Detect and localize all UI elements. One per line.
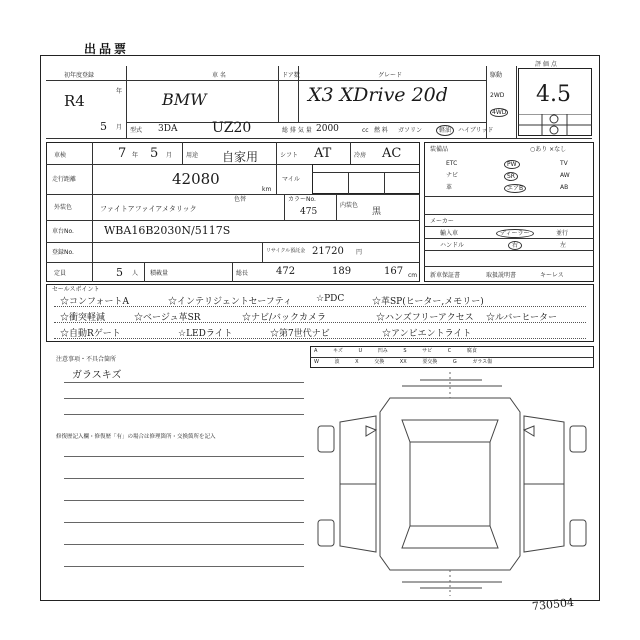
drive-2wd: 2WD	[490, 92, 505, 99]
sales-point: ☆自動Rゲート	[60, 329, 121, 339]
recycle-unit: 円	[356, 249, 363, 256]
color-no-label: カラーNo.	[288, 196, 316, 203]
handle-left: 左	[560, 242, 567, 249]
legend-desc: 腐食	[466, 348, 477, 354]
legend-desc: ガラス傷	[472, 359, 493, 365]
rule	[424, 238, 594, 239]
month-unit: 月	[116, 124, 123, 131]
legend-desc: 凹み	[377, 348, 388, 354]
rating-subgrid	[518, 114, 592, 136]
equipment-tv: TV	[560, 160, 568, 167]
legend-code: X	[355, 359, 359, 365]
sales-point: ☆ベージュ革SR	[134, 313, 201, 323]
rule	[64, 456, 304, 457]
size-label: 総長	[236, 270, 249, 277]
displacement-value: 2000	[316, 124, 339, 134]
legend-code: U	[358, 348, 363, 354]
interior-label: 内装色	[340, 202, 359, 209]
fuel-diesel: 軽油	[436, 125, 454, 136]
car-name-label: 車 名	[212, 72, 226, 79]
legend-code: W	[314, 359, 319, 365]
rule	[64, 522, 304, 523]
color-no-value: 475	[300, 207, 318, 217]
fuel-label: 燃 料	[374, 127, 388, 134]
rule	[424, 226, 594, 227]
inspection-year-unit: 年	[132, 152, 139, 159]
rule	[350, 142, 351, 164]
chassis-label: 車台No.	[52, 228, 74, 235]
rule	[284, 194, 285, 220]
rule	[348, 172, 349, 194]
load-label: 積載量	[150, 270, 169, 277]
sales-point: ☆革SP(ヒーター,メモリー)	[372, 297, 484, 307]
sales-point: ☆ルバーヒーター	[486, 313, 558, 323]
rule	[516, 66, 517, 138]
rule	[310, 357, 594, 358]
rule	[144, 262, 145, 282]
ac-label: 冷房	[354, 152, 367, 159]
rule	[46, 242, 420, 243]
legend-row-1	[314, 348, 477, 355]
sales-point: ☆衝突軽減	[60, 313, 106, 323]
legend-code: S	[403, 348, 407, 354]
length-value: 472	[276, 266, 296, 277]
sales-point: ☆LEDライト	[178, 329, 233, 339]
legend-desc: キズ	[333, 348, 343, 354]
rule	[312, 172, 420, 173]
legend-code: XX	[399, 359, 407, 365]
equipment-navi: ナビ	[446, 172, 459, 179]
legend-row-2	[314, 359, 492, 366]
rule	[276, 142, 277, 194]
drive-label: 駆動	[490, 72, 503, 79]
usage-label: 用途	[186, 152, 199, 159]
sales-point: ☆PDC	[316, 294, 345, 304]
equipment-title: 装備品	[430, 146, 449, 153]
drive-4wd: 4WD	[492, 109, 507, 116]
rule	[92, 142, 93, 282]
type-label: 型式	[130, 127, 143, 134]
inspection-month-unit: 月	[166, 152, 173, 159]
rule	[262, 242, 263, 262]
sales-points-label: セールスポイント	[52, 286, 100, 293]
size-unit: cm	[408, 272, 418, 279]
interior-value: 黒	[372, 207, 382, 217]
rule	[182, 142, 183, 164]
fuel-gasoline: ガソリン	[398, 127, 423, 134]
sales-point: ☆アンビエントライト	[382, 329, 472, 339]
mileage-check-label: マイル	[282, 176, 300, 183]
equipment-etc: ETC	[446, 160, 458, 167]
sales-point: ☆ナビ/バックカメラ	[242, 313, 327, 323]
mileage-unit: km	[262, 186, 272, 193]
inspection-label: 車検	[54, 152, 67, 159]
handle-label: ハンドル	[440, 242, 465, 249]
regular-option: 並行	[556, 230, 569, 237]
month-value: 5	[100, 120, 107, 133]
notes-label: 注意事項・不具合箇所	[56, 356, 117, 363]
rule	[424, 250, 594, 251]
recycle-value: 21720	[312, 246, 344, 257]
equipment-leather: 革	[446, 184, 453, 191]
equipment-legend: ○あり ×なし	[530, 146, 567, 153]
mileage-label: 走行距離	[52, 176, 77, 183]
sales-point: ☆第7世代ナビ	[270, 329, 330, 339]
recycle-label: リサイクル預託金	[266, 248, 306, 254]
rule	[54, 322, 586, 323]
note-value: ガラスキズ	[72, 370, 122, 381]
rule	[64, 478, 304, 479]
sales-point: ☆コンフォートA	[60, 297, 130, 307]
rule	[46, 194, 420, 195]
seats-label: 定員	[54, 270, 67, 277]
repair-label: 修復歴記入欄・修復歴「有」の場合は修理箇所・交換箇所を記入	[56, 434, 216, 440]
rule	[126, 66, 127, 138]
rule	[46, 262, 420, 263]
handle-right: 右	[508, 241, 522, 250]
model-year-value: R4	[64, 92, 85, 110]
rule	[64, 398, 304, 399]
displacement-label: 総 排 気 量	[282, 127, 312, 134]
legend-desc: 交換	[374, 359, 385, 365]
displacement-unit: cc	[362, 127, 369, 134]
rule	[336, 194, 337, 220]
rule	[64, 544, 304, 545]
sheet-title: 出品票	[84, 42, 130, 56]
shift-value: AT	[314, 146, 332, 161]
keyless-label: キーレス	[540, 272, 564, 279]
rule	[126, 122, 486, 123]
rating-value: 4.5	[536, 82, 571, 107]
model-year-label: 初年度登録	[64, 72, 95, 79]
equipment-sr: SR	[504, 172, 518, 181]
manual-label: 取扱説明書	[486, 272, 517, 279]
rule	[384, 172, 385, 194]
rule	[278, 66, 279, 122]
mileage-value: 42080	[172, 170, 220, 188]
chassis-value: WBA16B2030N/5117S	[104, 224, 231, 237]
inspection-year: 7	[118, 146, 127, 161]
equipment-ab: AB	[560, 184, 569, 191]
rule	[298, 66, 299, 122]
grade-value: X3 XDrive 20d	[308, 84, 448, 106]
type-code: UZ20	[212, 120, 252, 136]
seats-value: 5	[116, 266, 123, 279]
rule	[46, 220, 420, 221]
legend-desc: 要交換	[422, 359, 438, 365]
maker-label: メーカー	[430, 218, 454, 225]
rule	[54, 338, 586, 339]
rule	[232, 262, 233, 282]
dealer-option: ディーラー	[496, 229, 534, 238]
exterior-value: ファイトアファイアメタリック	[100, 205, 197, 213]
type-prefix: 3DA	[158, 124, 178, 134]
usage-value: 自家用	[222, 150, 259, 164]
seats-unit: 人	[132, 270, 139, 277]
rule	[64, 382, 304, 383]
rule	[54, 306, 586, 307]
ac-value: AC	[382, 146, 402, 161]
rule	[64, 414, 304, 415]
door-label: ドア数	[282, 72, 300, 79]
legend-code: A	[314, 348, 318, 354]
year-unit: 年	[116, 88, 123, 95]
rule	[64, 566, 304, 567]
import-label: 輸入車	[440, 230, 459, 237]
car-name-value: BMW	[162, 90, 207, 109]
grade-label: グレード	[378, 72, 403, 79]
rule	[64, 500, 304, 501]
shift-label: シフト	[280, 152, 299, 159]
height-value: 167	[384, 266, 404, 277]
rule	[46, 80, 486, 81]
car-damage-diagram	[310, 372, 594, 596]
equipment-pw: PW	[504, 160, 520, 169]
rule	[424, 196, 594, 197]
warranty-label: 新車保証書	[430, 272, 461, 279]
legend-desc: サビ	[422, 348, 433, 354]
color-label: 色替	[234, 196, 247, 203]
inspection-month: 5	[150, 146, 159, 161]
equipment-airbag: エアB	[504, 184, 526, 193]
rule	[46, 138, 592, 139]
width-value: 189	[332, 266, 352, 277]
sales-point: ☆インテリジェントセーフティ	[168, 297, 293, 307]
rating-label: 評 価 点	[535, 61, 557, 68]
rule	[424, 266, 594, 267]
legend-code: G	[452, 359, 457, 365]
equipment-aw: AW	[560, 172, 570, 179]
exterior-label: 外装色	[54, 204, 73, 211]
mileage-check-grid	[312, 164, 420, 194]
rule	[424, 214, 594, 215]
fuel-hybrid: ハイブリッド	[458, 127, 494, 134]
legend-desc: 波	[334, 359, 340, 365]
stamp-number: 730504	[531, 595, 575, 614]
registration-label: 登録No.	[52, 249, 74, 256]
legend-code: C	[447, 348, 452, 354]
sales-point: ☆ハンズフリーアクセス	[376, 313, 474, 323]
